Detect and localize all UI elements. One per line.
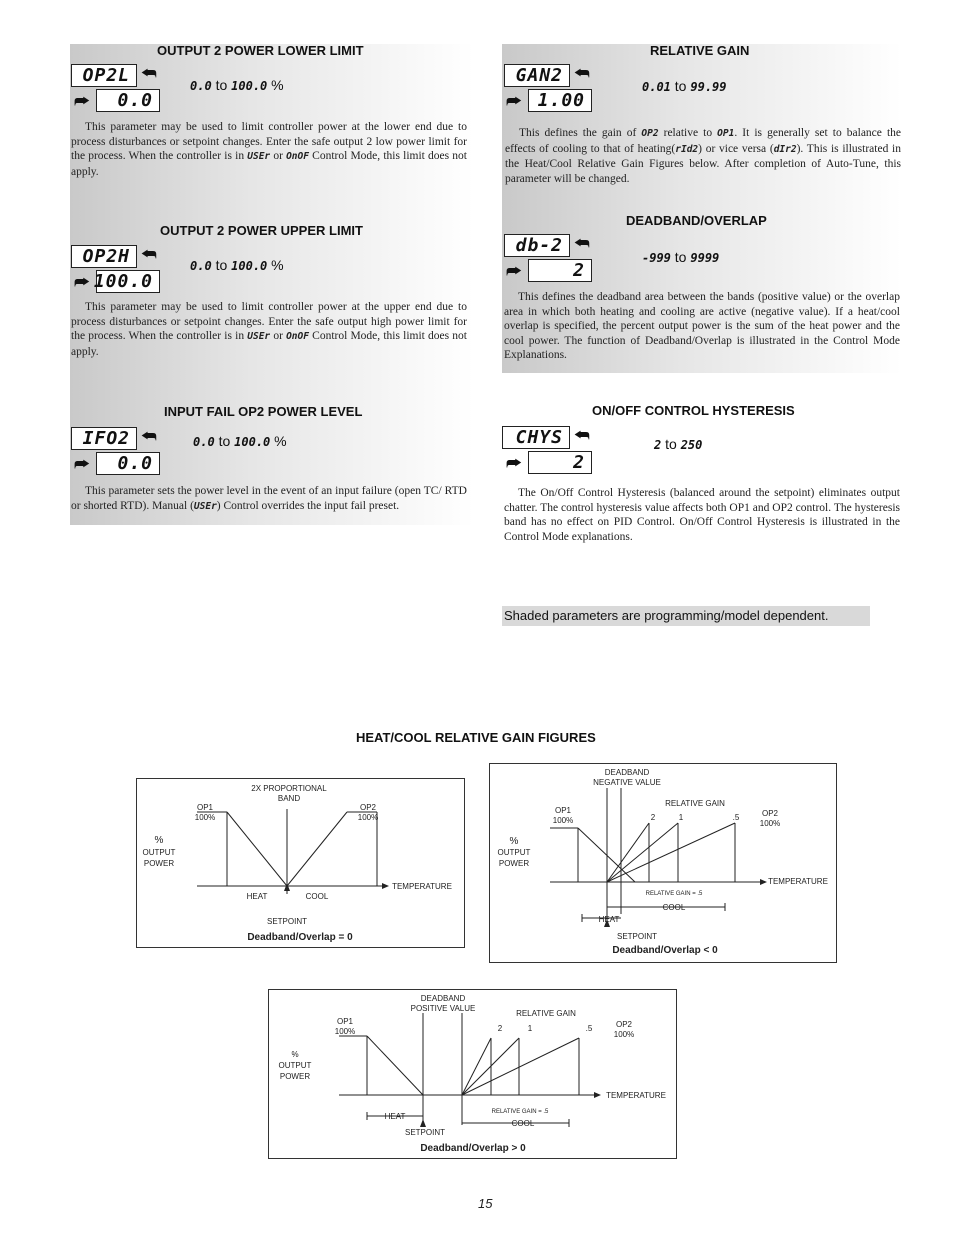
display-parameter-code: OP2L	[71, 64, 137, 87]
fig2-gain-note: RELATIVE GAIN = .5	[645, 891, 703, 897]
fig2-gain-1: 1	[678, 813, 684, 822]
range-unit: %	[271, 77, 284, 93]
fig2-gain-2: 2	[650, 813, 656, 822]
range-high: 250	[680, 438, 703, 452]
section-description: The On/Off Control Hysteresis (balanced around the setpoint) eliminates output chatter. The control hysteresis value affects both OP1 and OP2 control. The hysteresis band has no effect on PID Control. On/Off Control Hysteresis is illustrated in the Control Mode explanations.	[504, 487, 900, 543]
fig2-pct-label: %	[509, 836, 519, 847]
figure-deadband-zero	[136, 778, 465, 948]
fig1-temperature-label: TEMPERATURE	[392, 882, 452, 891]
fig3-output-label: OUTPUT	[278, 1061, 312, 1070]
range-to: to	[674, 78, 687, 94]
figure-deadband-positive-diagram	[269, 990, 676, 1158]
section-title: RELATIVE GAIN	[650, 43, 750, 58]
section-description: This parameter may be used to limit controller power at the upper end due to process disturbances or setpoint changes. Enter the safe output high power limit for the process. When the controller is in USEr or OnOF Control Mode, this limit does not apply.	[71, 301, 467, 358]
fig3-op2-pct: 100%	[613, 1030, 635, 1039]
fig1-op1-pct: 100%	[194, 813, 216, 822]
fig3-op2-label: OP2	[615, 1020, 633, 1029]
advance-arrow-icon: ⮫	[74, 455, 90, 475]
fig3-caption: Deadband/Overlap > 0	[420, 1143, 526, 1154]
section-description: This defines the gain of OP2 relative to OP1. It is generally set to balance the effects of cooling to that of heating(rId2) or vice versa (dIr2). This is illustrated in the Heat/Cool Relative Gain Figures below. After completion of Auto-Tune, this parameter will be changed.	[505, 127, 901, 185]
range-low: 0.0	[190, 79, 212, 93]
range-text	[190, 77, 284, 93]
range-to: to	[218, 433, 231, 449]
fig1-band-label: 2X PROPORTIONAL	[251, 784, 327, 793]
display-parameter-code: IFO2	[71, 427, 137, 450]
shaded-parameters-note: Shaded parameters are programming/model dependent.	[502, 606, 870, 626]
return-arrow-icon: ⮪	[574, 64, 590, 84]
fig1-output-label: OUTPUT	[142, 848, 176, 857]
figure-deadband-negative	[489, 763, 837, 963]
advance-arrow-icon: ⮫	[506, 92, 522, 112]
range-to: to	[215, 257, 228, 273]
fig3-gain-05: .5	[585, 1024, 593, 1033]
return-arrow-icon: ⮪	[141, 64, 157, 84]
range-unit: %	[274, 433, 287, 449]
figure-deadband-zero-diagram	[137, 779, 464, 947]
range-text	[193, 433, 287, 449]
fig3-temperature-label: TEMPERATURE	[606, 1091, 666, 1100]
fig2-deadband-label: DEADBAND	[604, 768, 650, 777]
fig2-output-label: OUTPUT	[497, 848, 531, 857]
fig2-setpoint-label: SETPOINT	[616, 932, 658, 941]
fig3-cool-label: COOL	[511, 1119, 535, 1128]
fig3-positive-label: POSITIVE VALUE	[410, 1004, 476, 1013]
advance-arrow-icon: ⮫	[74, 273, 90, 293]
range-to: to	[674, 249, 687, 265]
fig1-op1-label: OP1	[196, 803, 214, 812]
figures-heading: HEAT/COOL RELATIVE GAIN FIGURES	[356, 730, 596, 745]
display-parameter-code: db-2	[504, 234, 570, 257]
display-parameter-code: CHYS	[502, 426, 570, 449]
section-description: This parameter may be used to limit controller power at the lower end due to process disturbances or setpoint changes. Enter the safe output 2 low power limit for the process. When the controller is in USEr or OnOF Control Mode, this limit does not apply.	[71, 121, 467, 178]
display-parameter-value: 100.0	[96, 270, 160, 293]
section-title: OUTPUT 2 POWER LOWER LIMIT	[157, 43, 364, 58]
fig1-band-label-2: BAND	[277, 794, 301, 803]
fig2-gain-05: .5	[732, 813, 740, 822]
range-low: 0.0	[193, 435, 215, 449]
range-high: 9999	[690, 251, 720, 265]
range-text	[190, 257, 284, 273]
return-arrow-icon: ⮪	[574, 234, 590, 254]
fig3-pct-label: %	[291, 1050, 299, 1059]
section-description: This defines the deadband area between the bands (positive value) or the overlap area in which both heating and cooling are active (negative value). If a heat/cool overlap is specified, the percent output power is the sum of the heat power and the cool power. The function of Deadband/Overlap is illustrated in the Control Mode Explanations.	[504, 291, 900, 362]
section-title: DEADBAND/OVERLAP	[626, 213, 767, 228]
range-high: 99.99	[690, 80, 727, 94]
range-low: 2	[654, 438, 662, 452]
section-title: OUTPUT 2 POWER UPPER LIMIT	[160, 223, 363, 238]
fig3-gain-2: 2	[497, 1024, 503, 1033]
range-low: 0.01	[642, 80, 671, 94]
fig2-temperature-label: TEMPERATURE	[768, 877, 828, 886]
fig2-op2-label: OP2	[761, 809, 779, 818]
range-high: 100.0	[234, 435, 271, 449]
fig1-power-label: POWER	[143, 859, 175, 868]
fig1-setpoint-label: SETPOINT	[266, 917, 308, 926]
fig3-setpoint-label: SETPOINT	[404, 1128, 446, 1137]
return-arrow-icon: ⮪	[574, 426, 590, 446]
fig3-deadband-label: DEADBAND	[420, 994, 466, 1003]
range-low: -999	[642, 251, 671, 265]
advance-arrow-icon: ⮫	[506, 454, 522, 474]
fig1-pct-label: %	[154, 835, 164, 846]
fig2-heat-label: HEAT	[598, 915, 620, 924]
section-description: This parameter sets the power level in the event of an input failure (open TC/ RTD or shorted RTD). Manual (USEr) Control overrides the input fail preset.	[71, 485, 467, 512]
fig2-cool-label: COOL	[662, 903, 686, 912]
range-high: 100.0	[231, 259, 268, 273]
fig3-power-label: POWER	[279, 1072, 311, 1081]
fig3-heat-label: HEAT	[384, 1112, 406, 1121]
range-high: 100.0	[231, 79, 268, 93]
display-parameter-value: 0.0	[96, 89, 160, 112]
figure-deadband-negative-diagram	[490, 764, 836, 962]
range-text	[642, 249, 719, 265]
fig1-op2-label: OP2	[359, 803, 377, 812]
display-parameter-value: 0.0	[96, 452, 160, 475]
return-arrow-icon: ⮪	[141, 245, 157, 265]
range-text	[642, 78, 727, 94]
range-low: 0.0	[190, 259, 212, 273]
fig2-op2-pct: 100%	[759, 819, 781, 828]
fig3-relative-gain-label: RELATIVE GAIN	[516, 1009, 576, 1018]
range-to: to	[665, 436, 677, 452]
fig1-cool-label: COOL	[305, 892, 329, 901]
display-parameter-value: 2	[528, 451, 592, 474]
fig1-op2-pct: 100%	[357, 813, 379, 822]
fig2-caption: Deadband/Overlap < 0	[612, 945, 718, 956]
return-arrow-icon: ⮪	[141, 427, 157, 447]
range-unit: %	[271, 257, 284, 273]
display-parameter-value: 1.00	[528, 89, 592, 112]
fig3-op1-pct: 100%	[334, 1027, 356, 1036]
section-title: ON/OFF CONTROL HYSTERESIS	[592, 403, 795, 418]
range-to: to	[215, 77, 228, 93]
section-title: INPUT FAIL OP2 POWER LEVEL	[164, 404, 363, 419]
display-parameter-code: GAN2	[504, 64, 570, 87]
fig3-gain-1: 1	[527, 1024, 533, 1033]
figure-deadband-positive	[268, 989, 677, 1159]
display-parameter-value: 2	[528, 259, 592, 282]
advance-arrow-icon: ⮫	[506, 262, 522, 282]
advance-arrow-icon: ⮫	[74, 92, 90, 112]
fig2-op1-pct: 100%	[552, 816, 574, 825]
fig3-gain-note: RELATIVE GAIN = .5	[491, 1109, 549, 1115]
display-parameter-code: OP2H	[71, 245, 137, 268]
fig2-negative-label: NEGATIVE VALUE	[593, 778, 661, 787]
fig3-op1-label: OP1	[336, 1017, 354, 1026]
fig1-heat-label: HEAT	[246, 892, 268, 901]
fig1-caption: Deadband/Overlap = 0	[247, 932, 353, 943]
fig2-power-label: POWER	[498, 859, 530, 868]
page-number: 15	[478, 1196, 493, 1211]
fig2-relative-gain-label: RELATIVE GAIN	[665, 799, 725, 808]
fig2-op1-label: OP1	[554, 806, 572, 815]
range-text	[654, 436, 702, 452]
